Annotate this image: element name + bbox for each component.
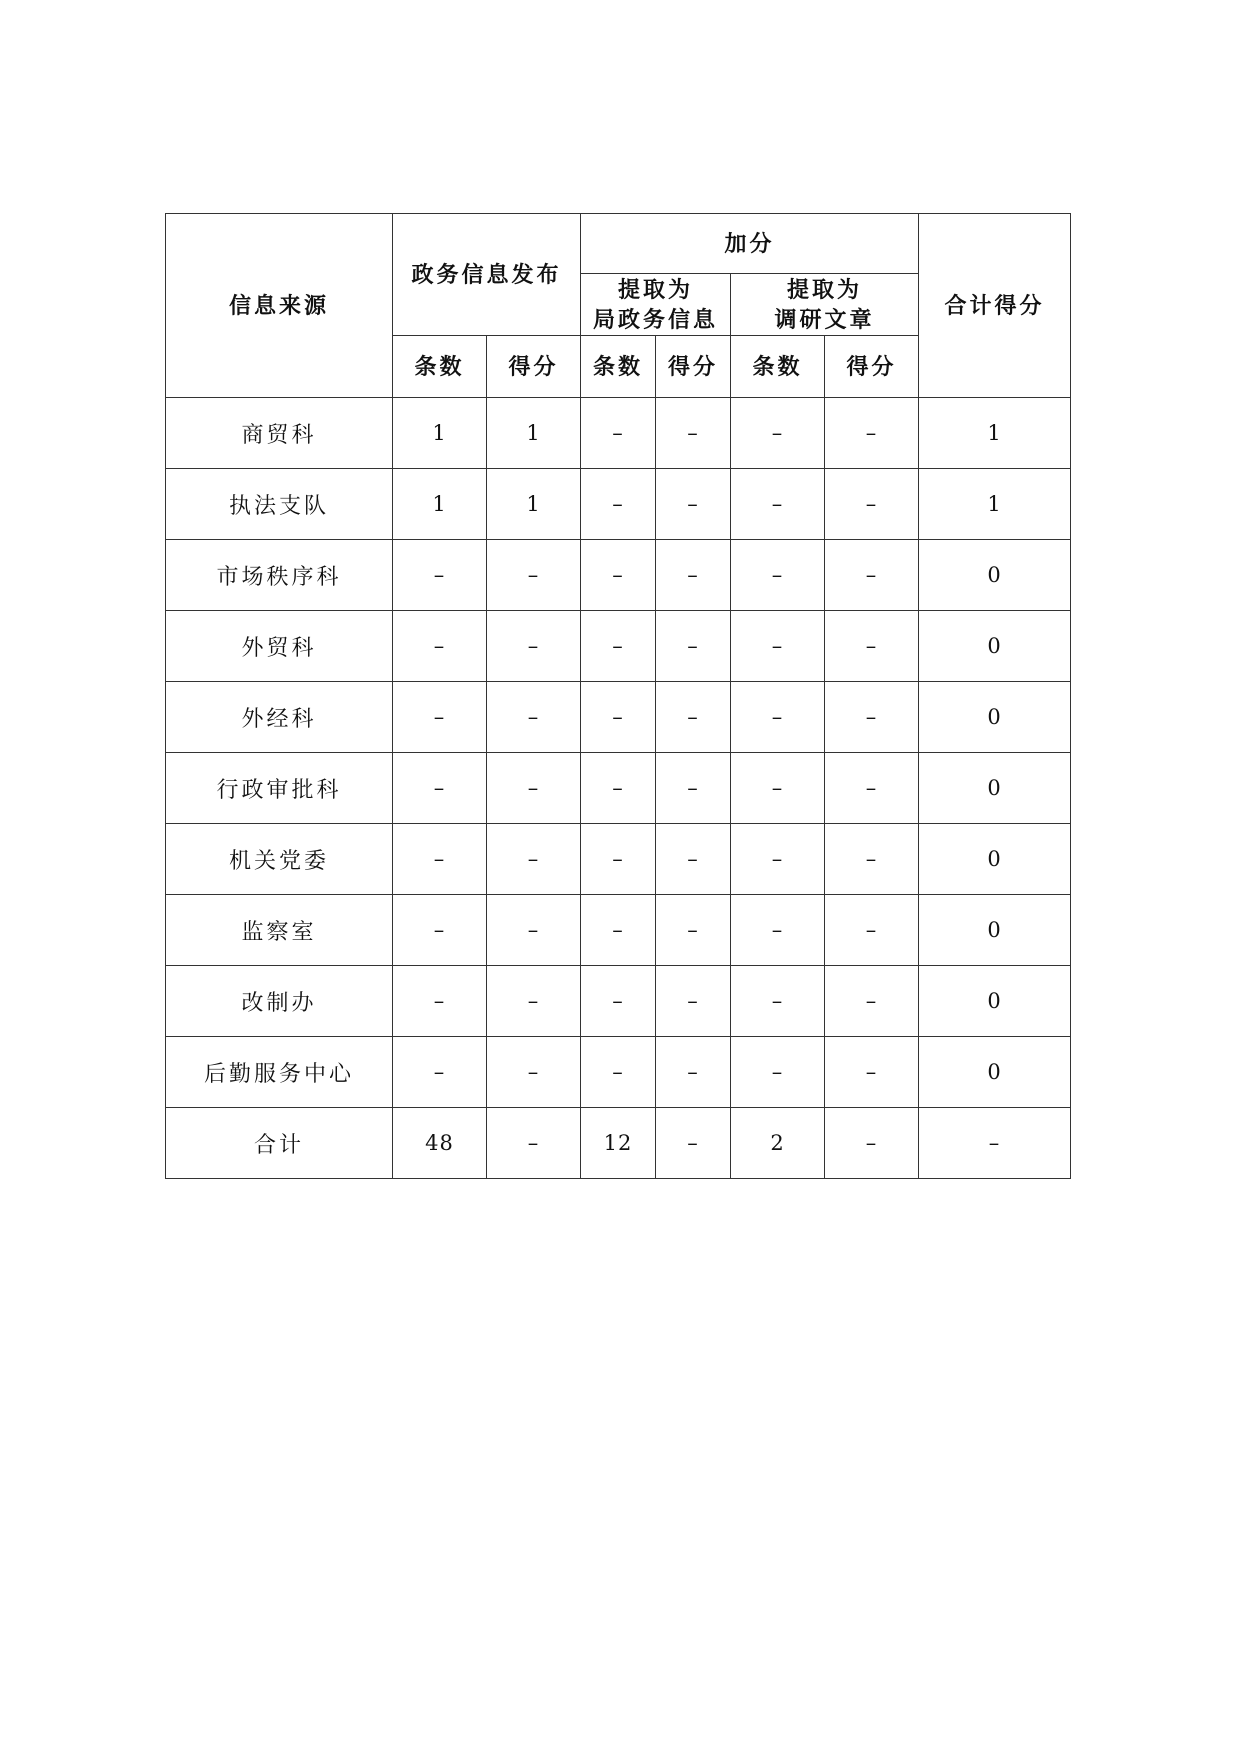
cell-total-score: 0: [919, 611, 1071, 682]
cell-research-count: –: [731, 753, 825, 824]
header-publish: 政务信息发布: [393, 214, 581, 336]
cell-research-score: –: [825, 469, 919, 540]
cell-bureau-score: –: [656, 469, 731, 540]
cell-research-count: –: [731, 966, 825, 1037]
table-row: [166, 398, 1071, 469]
cell-source: 执法支队: [166, 469, 393, 540]
table-row: [166, 753, 1071, 824]
cell-bureau-score: –: [656, 966, 731, 1037]
cell-publish-count: –: [393, 895, 487, 966]
cell-bureau-count: –: [581, 753, 656, 824]
cell-research-score: –: [825, 966, 919, 1037]
header-extract-research-line1: 提取为: [787, 276, 863, 303]
cell-research-score: –: [825, 895, 919, 966]
cell-publish-score: –: [487, 895, 581, 966]
cell-total-score: 0: [919, 824, 1071, 895]
header-count-publish: 条数: [393, 336, 487, 398]
cell-source: 合计: [166, 1108, 393, 1179]
cell-total-score: 0: [919, 895, 1071, 966]
cell-bureau-score: –: [656, 753, 731, 824]
header-bonus: 加分: [581, 214, 919, 274]
cell-source: 商贸科: [166, 398, 393, 469]
cell-publish-score: 1: [487, 398, 581, 469]
header-extract-bureau-line1: 提取为: [618, 276, 694, 303]
header-total-score: 合计得分: [919, 214, 1071, 398]
cell-publish-score: –: [487, 753, 581, 824]
table-row: [166, 682, 1071, 753]
cell-source: 行政审批科: [166, 753, 393, 824]
table-row: [166, 1037, 1071, 1108]
cell-publish-count: 1: [393, 398, 487, 469]
table-row: [166, 1108, 1071, 1179]
cell-publish-count: –: [393, 540, 487, 611]
cell-bureau-count: –: [581, 611, 656, 682]
cell-bureau-count: –: [581, 682, 656, 753]
cell-source: 监察室: [166, 895, 393, 966]
cell-bureau-score: –: [656, 895, 731, 966]
table-body: [166, 398, 1071, 1179]
cell-total-score: 0: [919, 682, 1071, 753]
header-extract-research-line2: 调研文章: [774, 306, 875, 333]
cell-research-score: –: [825, 1037, 919, 1108]
cell-bureau-score: –: [656, 398, 731, 469]
cell-research-count: –: [731, 469, 825, 540]
cell-total-score: 0: [919, 540, 1071, 611]
cell-publish-count: –: [393, 611, 487, 682]
header-count-bureau: 条数: [581, 336, 656, 398]
cell-research-count: –: [731, 540, 825, 611]
cell-publish-score: –: [487, 611, 581, 682]
header-extract-bureau-line2: 局政务信息: [593, 306, 719, 333]
table-row: [166, 966, 1071, 1037]
cell-publish-score: –: [487, 540, 581, 611]
cell-research-count: –: [731, 895, 825, 966]
cell-publish-count: 1: [393, 469, 487, 540]
cell-research-count: –: [731, 1037, 825, 1108]
cell-total-score: 0: [919, 753, 1071, 824]
cell-source: 外经科: [166, 682, 393, 753]
cell-publish-count: –: [393, 1037, 487, 1108]
cell-publish-count: 48: [393, 1108, 487, 1179]
cell-research-score: –: [825, 753, 919, 824]
cell-research-count: –: [731, 611, 825, 682]
cell-publish-score: –: [487, 1108, 581, 1179]
table-row: [166, 540, 1071, 611]
cell-bureau-count: –: [581, 398, 656, 469]
cell-total-score: 1: [919, 469, 1071, 540]
cell-research-score: –: [825, 540, 919, 611]
cell-research-count: –: [731, 682, 825, 753]
cell-research-score: –: [825, 682, 919, 753]
cell-publish-score: –: [487, 1037, 581, 1108]
cell-publish-count: –: [393, 682, 487, 753]
table-header: [166, 214, 1071, 398]
score-table: [165, 213, 1071, 1179]
cell-publish-count: –: [393, 753, 487, 824]
cell-bureau-count: –: [581, 895, 656, 966]
cell-publish-score: –: [487, 682, 581, 753]
cell-publish-score: –: [487, 824, 581, 895]
cell-research-score: –: [825, 1108, 919, 1179]
cell-bureau-score: –: [656, 1037, 731, 1108]
cell-bureau-count: 12: [581, 1108, 656, 1179]
cell-total-score: 0: [919, 966, 1071, 1037]
cell-publish-score: 1: [487, 469, 581, 540]
cell-source: 市场秩序科: [166, 540, 393, 611]
cell-research-count: –: [731, 824, 825, 895]
header-count-research: 条数: [731, 336, 825, 398]
cell-bureau-score: –: [656, 682, 731, 753]
cell-bureau-count: –: [581, 966, 656, 1037]
cell-bureau-score: –: [656, 540, 731, 611]
header-score-research: 得分: [825, 336, 919, 398]
cell-source: 改制办: [166, 966, 393, 1037]
header-score-bureau: 得分: [656, 336, 731, 398]
cell-total-score: 1: [919, 398, 1071, 469]
cell-research-score: –: [825, 824, 919, 895]
header-source: 信息来源: [166, 214, 393, 398]
cell-publish-score: –: [487, 966, 581, 1037]
header-score-publish: 得分: [487, 336, 581, 398]
cell-research-score: –: [825, 611, 919, 682]
cell-source: 后勤服务中心: [166, 1037, 393, 1108]
header-extract-research: [731, 274, 919, 336]
cell-publish-count: –: [393, 966, 487, 1037]
cell-publish-count: –: [393, 824, 487, 895]
table-row: [166, 824, 1071, 895]
cell-bureau-count: –: [581, 824, 656, 895]
cell-bureau-score: –: [656, 611, 731, 682]
cell-research-score: –: [825, 398, 919, 469]
cell-bureau-count: –: [581, 469, 656, 540]
cell-bureau-score: –: [656, 824, 731, 895]
cell-total-score: 0: [919, 1037, 1071, 1108]
cell-bureau-score: –: [656, 1108, 731, 1179]
cell-bureau-count: –: [581, 540, 656, 611]
cell-total-score: –: [919, 1108, 1071, 1179]
cell-source: 外贸科: [166, 611, 393, 682]
table-row: [166, 895, 1071, 966]
header-extract-bureau: [581, 274, 731, 336]
cell-source: 机关党委: [166, 824, 393, 895]
cell-research-count: 2: [731, 1108, 825, 1179]
cell-bureau-count: –: [581, 1037, 656, 1108]
cell-research-count: –: [731, 398, 825, 469]
table-row: [166, 469, 1071, 540]
table-row: [166, 611, 1071, 682]
